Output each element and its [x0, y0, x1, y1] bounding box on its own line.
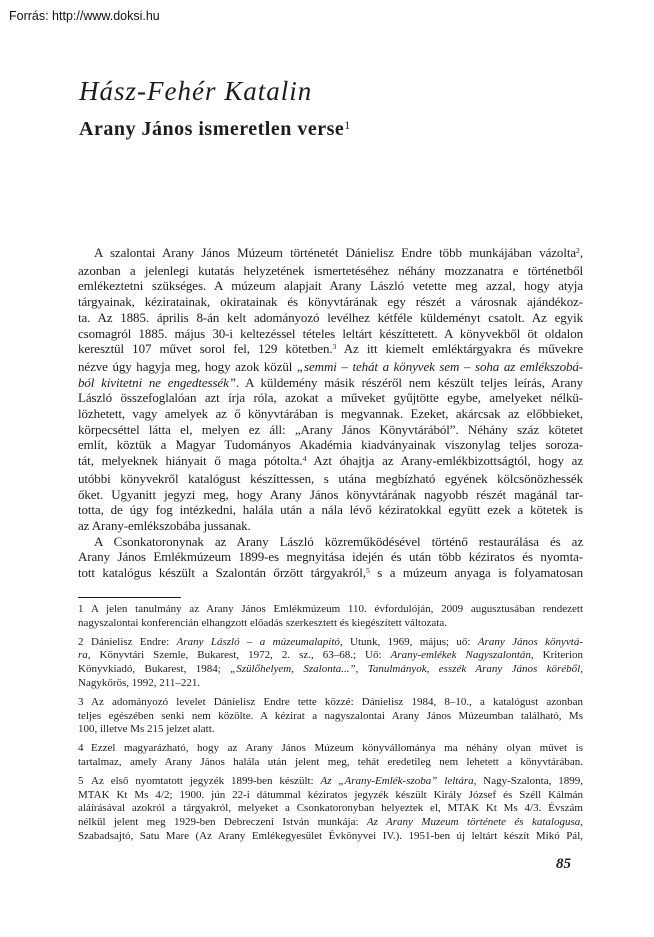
body-line	[78, 487, 583, 503]
italic-text: ra	[78, 649, 88, 662]
italic-text: Arany János könyvtá-	[477, 635, 583, 648]
article-title-text: Arany János ismeretlen verse	[79, 118, 345, 140]
body-line	[78, 502, 583, 518]
footnote-number: 4	[78, 742, 84, 755]
footnote-ref: 4	[302, 454, 307, 464]
text-run: tárgyainak, kéziratainak, okiratainak és könyvtárának egy részét a városnak ajándékoz-	[78, 294, 583, 310]
text-run: lözhetett, vagy amelyek az ő könyvtárában is megvannak. Ezeket, akárcsak az előbbieket,	[78, 406, 583, 422]
text-run: Dánielisz Endre:	[91, 635, 177, 648]
text-run: A szalontai Arany János Múzeum történetét Dánielisz Endre több munkájában vázolta	[94, 245, 577, 260]
footnote-line	[78, 603, 583, 617]
footnote	[78, 636, 583, 691]
text-run: tott katalógus készült a Szalontán őrzött tárgyakról,	[78, 565, 366, 581]
text-run: Szabadsajtó, Satu Mare (Az Arany Emlékegyesület Évkönyvei IV.). 1951-ben új leltárt készít Mikó Pál,	[78, 829, 583, 842]
text-run: Könyvkiadó, Bukarest, 1984;	[78, 663, 231, 676]
text-run: utóbbi könyvekről katalógust készíttessen, s utána megbízható egyének kölcsönözhessék	[78, 470, 583, 486]
footnote-ref: 2	[576, 246, 580, 256]
body-line	[78, 294, 583, 310]
body-line	[78, 245, 583, 263]
text-run: , Utunk, 1969, május; uő:	[339, 635, 478, 648]
text-run: ta. Az 1885. április 8-án kelt adományozó levélhez kétféle küldeményt csatolt. Az egyik	[78, 309, 583, 325]
footnote-number: 2	[78, 635, 84, 648]
body-line	[78, 534, 583, 550]
text-run: csomagról 1885. május 30-i keltezéssel tételes leltárt készíttetett. A könyvekből öt oldalon	[78, 325, 583, 341]
italic-text: ból kivitetni ne engedtessék”	[78, 374, 236, 390]
source-watermark: Forrás: http://www.doksi.hu	[9, 9, 160, 23]
footnote-line	[78, 677, 583, 691]
text-run: teljes egészében senki nem közölte. A kézirat a nagyszalontai Arany János Múzeumban található, Ms	[78, 709, 583, 722]
footnote	[78, 696, 583, 737]
body-line	[78, 375, 583, 391]
footnote-number: 5	[78, 774, 84, 787]
footnote	[78, 775, 583, 844]
text-run: nézve úgy hagyja meg, hogy azok közül	[78, 358, 297, 374]
italic-text: Arany László – a múzeumalapító	[176, 635, 340, 648]
body-line	[78, 471, 583, 487]
text-run: nagyszalontai konferencián elhangzott előadás szerkesztett és kiegészített változata.	[78, 616, 447, 629]
text-run: Ezzel magyarázható, hogy az Arany János Múzeum könyvállománya ma néhány olyan művet is	[91, 742, 583, 755]
footnote-line	[78, 775, 583, 789]
text-run: Az adományozó levelet Dánielisz Endre tette közzé: Dánielisz 1984, 8–10., a katalógust azonban	[91, 695, 583, 708]
text-run: , Kriterion	[530, 649, 583, 662]
footnote-line	[78, 830, 583, 844]
text-run: azonban a jelenlegi kutatás helyzetének ismertetéséhez néhány mozzanatra e történetből	[78, 262, 583, 278]
text-run: keresztül 107 művet sorol fel, 129 kötetben.	[78, 341, 333, 357]
text-run: A jelen tanulmány az Arany János Emlékmúzeum 110. évfordulóján, 2009 augusztusában rendezett	[91, 603, 583, 615]
italic-text: Az Arany Muzeum története és katalogusa	[366, 816, 581, 829]
body-line	[78, 341, 583, 359]
footnote-line	[78, 756, 583, 770]
text-run: ,	[579, 245, 583, 260]
text-run: Arany János Emlékmúzeum 1899-es megnyitása idején és után több kéziratos és nyomta-	[78, 549, 583, 565]
text-run: említ, köztük a Magyar Tudományos Akadémia kiadványainak viszonylag teljes soroza-	[78, 437, 583, 453]
footnote-ref: 3	[332, 342, 337, 352]
text-run: László összefoglalóan azt írja róla, azokat a műveket gyűjtötte egybe, amelyeket nélkü-	[78, 390, 583, 406]
text-run: Az itt kiemelt emléktárgyakra és művekre	[336, 341, 583, 357]
body-line	[78, 359, 583, 375]
text-run: Nagykőrös, 1992, 211–221.	[78, 676, 201, 689]
text-run: tartalmaz, amely Arany János halála után jelent meg, tehát eredetileg nem lehetett a könyvtárában.	[78, 755, 583, 768]
footnote-line	[78, 802, 583, 816]
text-run: emlékeztetni szükséges. A múzeum alapjait Arany László vetette meg azzal, hogy atyja	[78, 278, 583, 294]
footnote-line	[78, 789, 583, 803]
body-line	[78, 278, 583, 294]
text-run: aláírásával azokról a tárgyakról, melyeket a Csonkatoronyban helyeztek el, MTAK Kt Ms 4/3. Évszám	[78, 802, 583, 815]
italic-text: Az „Arany-Emlék-szoba” leltára	[320, 774, 474, 787]
body-line	[78, 437, 583, 453]
body-line	[78, 453, 583, 471]
text-run: MTAK Kt Ms 4/2; 1900. jún 22-i dátummal kéziratos jegyzék készült Király József és Széll Kálmán	[78, 788, 583, 801]
text-run: tát, melyeknek hiányait ő maga pótolta.	[78, 453, 303, 469]
footnote-separator	[78, 597, 181, 598]
footnote-line	[78, 710, 583, 724]
body-line	[78, 518, 583, 534]
footnote-number: 1	[78, 603, 84, 615]
body-line	[78, 390, 583, 406]
text-run: , Nagy-Szalonta, 1899,	[473, 774, 584, 787]
text-run: az Arany-emlékszobába jussanak.	[78, 517, 251, 533]
text-run: ,	[580, 663, 583, 676]
footnote-line	[78, 617, 583, 631]
body-line	[78, 565, 583, 583]
text-run: őket. Ugyanitt jegyzi meg, hogy Arany János könyvtárának nagyobb részét magánál tar-	[78, 486, 583, 502]
italic-text: Arany-emlékek Nagyszalontán	[390, 649, 531, 662]
body-line	[78, 406, 583, 422]
text-run: . A küldemény másik részéről nem készült teljes leírás, Arany	[235, 374, 583, 390]
footnote-line	[78, 696, 583, 710]
body-line	[78, 326, 583, 342]
body-line	[78, 310, 583, 326]
body-line	[78, 263, 583, 279]
footnote-line	[78, 663, 583, 677]
text-run: s a múzeum anyaga is folyamatosan	[369, 565, 583, 581]
text-run: Azt óhajtja az Arany-emlékbizottságtól, hogy az	[306, 453, 584, 469]
text-run: totta, de úgy fog intézkedni, halála után a nála lévő kéziratokkal együtt ezek a kötetek is	[78, 502, 583, 518]
footnote-line	[78, 723, 583, 737]
text-run: , Könyvtári Szemle, Bukarest, 1972, 2. sz., 63–68.; Uő:	[87, 649, 391, 662]
text-run: körpecséttel látta el, melyen ez áll: „Arany János Könyvtárából”. Néhány száz kötetet	[78, 421, 583, 437]
text-run: 100, illetve Ms 215 jelzet alatt.	[78, 723, 215, 736]
footnote-ref: 5	[365, 566, 370, 576]
footnote	[78, 603, 583, 631]
title-footnote-ref: 1	[344, 118, 351, 132]
italic-text: „semmi – tehát a könyvek sem – soha az emlékszobá-	[296, 358, 583, 374]
footnotes	[78, 603, 583, 849]
footnote-line	[78, 816, 583, 830]
footnote-line	[78, 742, 583, 756]
page-number: 85	[556, 856, 571, 872]
text-run: A Csonkatoronynak az Arany László közreműködésével történő restaurálása és az	[94, 533, 583, 549]
body-line	[78, 549, 583, 565]
italic-text: „Szülőhelyem, Szalonta...”, Tanulmányok, esszék Arany János köréből	[230, 663, 581, 676]
footnote-line	[78, 636, 583, 650]
footnote	[78, 742, 583, 770]
author-name: Hász-Fehér Katalin	[79, 76, 313, 106]
footnote-number: 3	[78, 695, 84, 708]
text-run: nélkül jelent meg 1929-ben Debreczeni István munkája:	[78, 816, 367, 829]
body-line	[78, 422, 583, 438]
footnote-line	[78, 649, 583, 663]
text-run: Az első nyomtatott jegyzék 1899-ben készült:	[91, 774, 321, 787]
article-title	[79, 118, 351, 141]
body-text	[78, 245, 583, 583]
text-run: ,	[580, 816, 583, 829]
